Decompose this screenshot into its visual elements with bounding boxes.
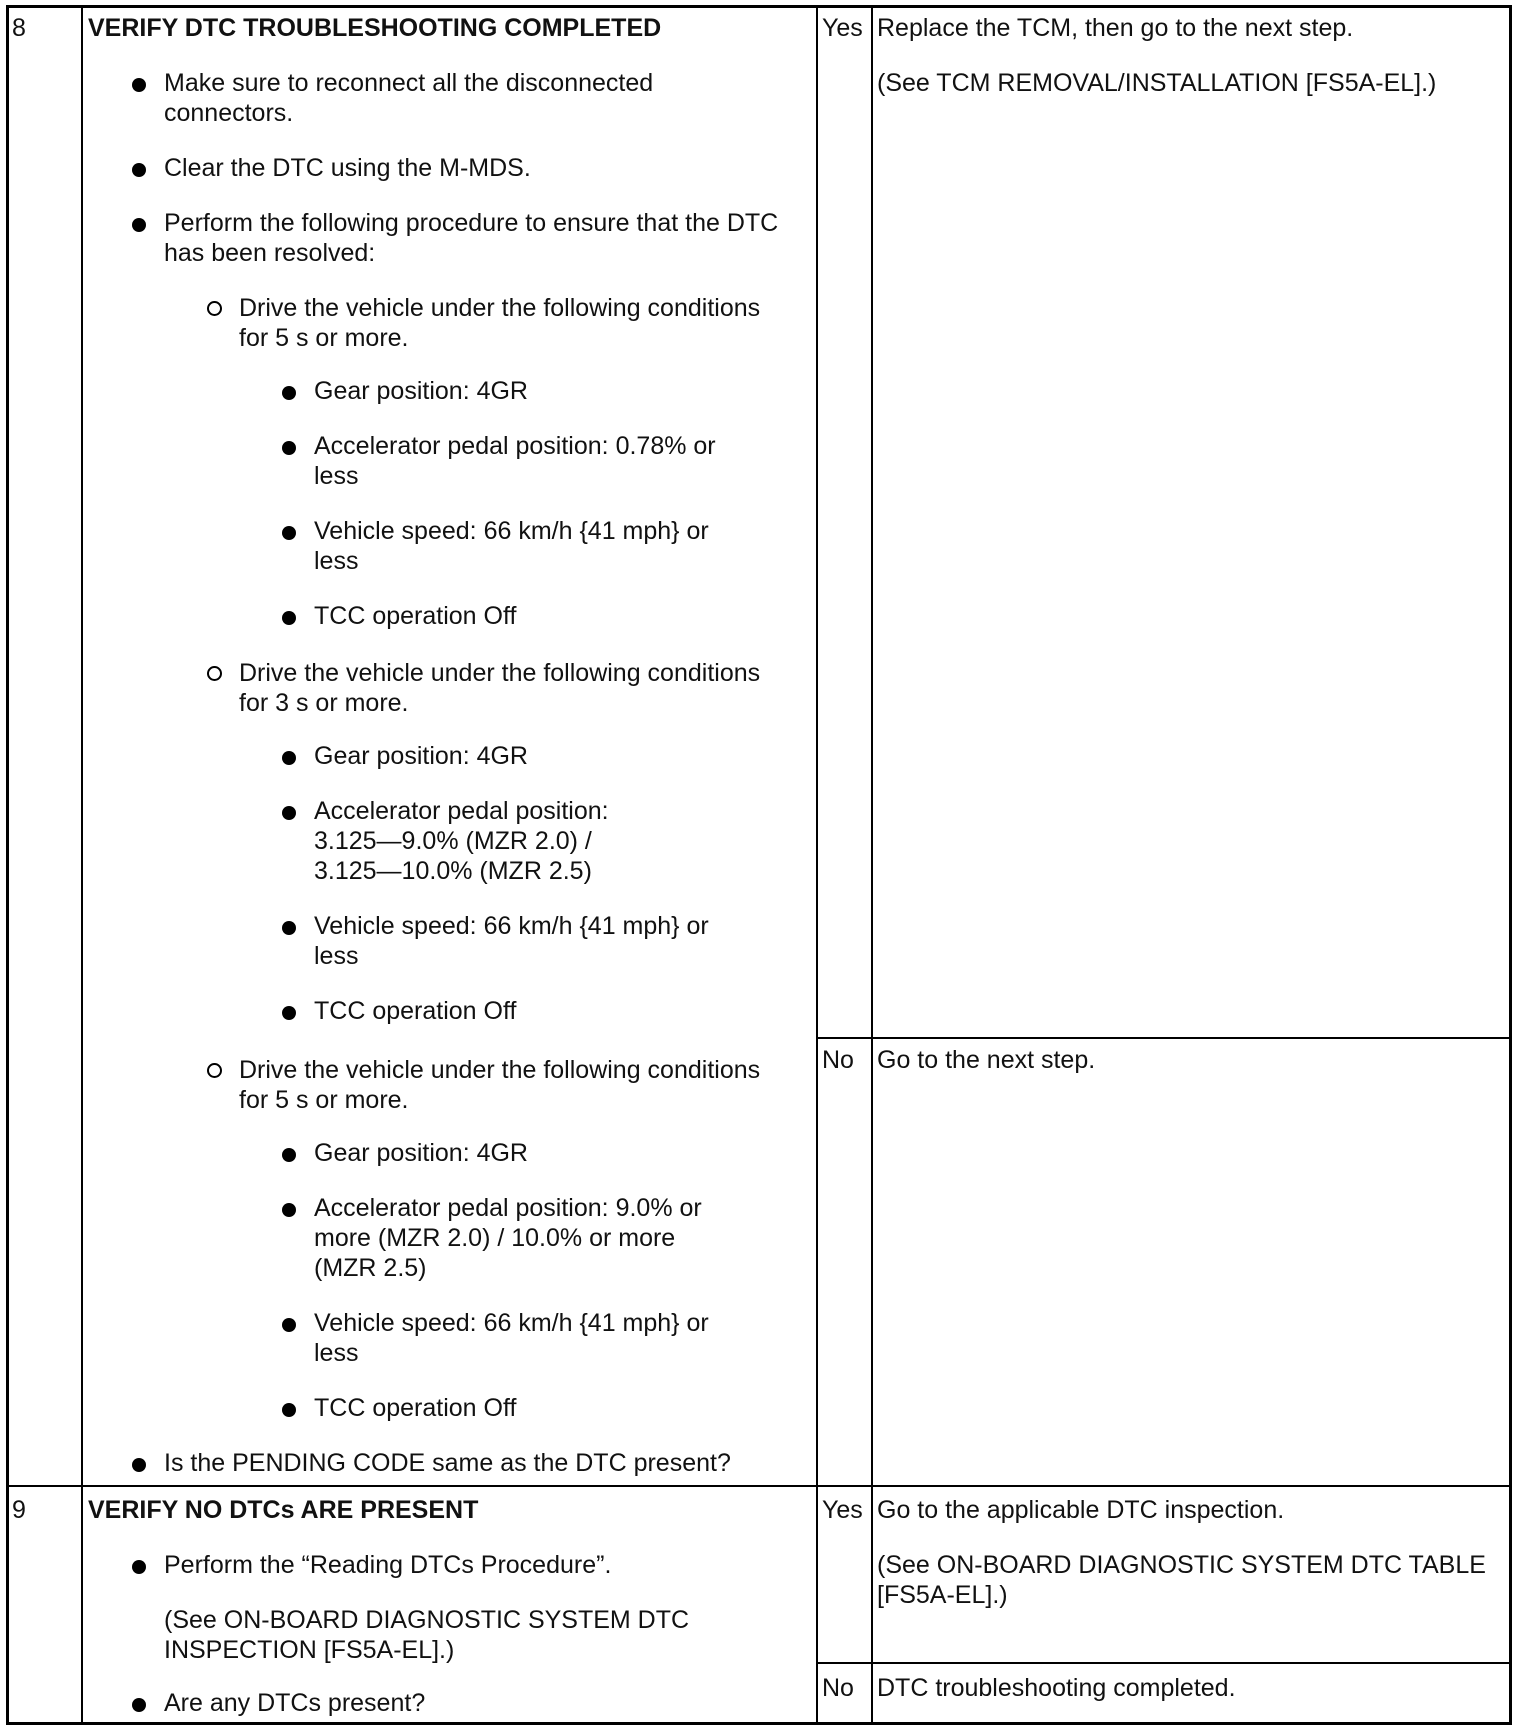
- list-item: TCC operation Off: [314, 1394, 517, 1422]
- column-divider-number: [81, 5, 83, 1725]
- bullet-icon: [132, 1560, 146, 1574]
- answer-yes: Yes: [822, 14, 863, 42]
- list-item: Perform the “Reading DTCs Procedure”.: [164, 1551, 612, 1579]
- reference-note: (See ON-BOARD DIAGNOSTIC SYSTEM DTC INSPECTION [FS5A-EL].): [164, 1606, 690, 1664]
- list-item: Drive the vehicle under the following conditions for 3 s or more.: [239, 659, 761, 717]
- result-action: Go to the next step.: [877, 1046, 1096, 1074]
- bullet-icon: [132, 163, 146, 177]
- bullet-icon: [282, 751, 296, 765]
- list-item: TCC operation Off: [314, 602, 517, 630]
- row-divider-step-8-no: [816, 1037, 1512, 1039]
- answer-no: No: [822, 1046, 854, 1074]
- step-number: 8: [12, 14, 26, 42]
- sub-bullet-icon: [207, 666, 222, 681]
- bullet-icon: [282, 611, 296, 625]
- table-border-top: [6, 5, 1512, 8]
- list-item: Gear position: 4GR: [314, 377, 528, 405]
- bullet-icon: [132, 218, 146, 232]
- answer-yes: Yes: [822, 1496, 863, 1524]
- list-item: Drive the vehicle under the following conditions for 5 s or more.: [239, 294, 761, 352]
- bullet-icon: [132, 1698, 146, 1712]
- bullet-icon: [132, 78, 146, 92]
- bullet-icon: [282, 526, 296, 540]
- list-item: Perform the following procedure to ensure that the DTC has been resolved:: [164, 209, 779, 267]
- step-number: 9: [12, 1496, 26, 1524]
- bullet-icon: [282, 921, 296, 935]
- bullet-icon: [282, 1403, 296, 1417]
- result-action: Go to the applicable DTC inspection. (See ON-BOARD DIAGNOSTIC SYSTEM DTC TABLE [FS5A-EL].): [877, 1496, 1486, 1609]
- list-item: Accelerator pedal position: 9.0% or more (MZR 2.0) / 10.0% or more (MZR 2.5): [314, 1194, 702, 1282]
- sub-bullet-icon: [207, 301, 222, 316]
- bullet-icon: [282, 1203, 296, 1217]
- list-item: Vehicle speed: 66 km/h {41 mph} or less: [314, 517, 709, 575]
- row-divider-step-9: [6, 1485, 1512, 1487]
- list-item: TCC operation Off: [314, 997, 517, 1025]
- list-item: Clear the DTC using the M-MDS.: [164, 154, 531, 182]
- table-border-left: [6, 5, 9, 1725]
- list-item: Is the PENDING CODE same as the DTC present?: [164, 1449, 731, 1477]
- list-item: Vehicle speed: 66 km/h {41 mph} or less: [314, 912, 709, 970]
- bullet-icon: [132, 1458, 146, 1472]
- column-divider-step: [816, 5, 818, 1725]
- bullet-icon: [282, 1006, 296, 1020]
- column-divider-answer: [871, 5, 873, 1725]
- result-action: DTC troubleshooting completed.: [877, 1674, 1236, 1702]
- list-item: Make sure to reconnect all the disconnected connectors.: [164, 69, 654, 127]
- sub-bullet-icon: [207, 1063, 222, 1078]
- answer-no: No: [822, 1674, 854, 1702]
- bullet-icon: [282, 1148, 296, 1162]
- list-item: Vehicle speed: 66 km/h {41 mph} or less: [314, 1309, 709, 1367]
- table-border-right: [1509, 5, 1512, 1725]
- step-title: VERIFY DTC TROUBLESHOOTING COMPLETED: [88, 14, 662, 42]
- list-item: Gear position: 4GR: [314, 1139, 528, 1167]
- list-item: Accelerator pedal position: 0.78% or less: [314, 432, 716, 490]
- row-divider-step-9-no: [816, 1662, 1512, 1664]
- list-item: Gear position: 4GR: [314, 742, 528, 770]
- list-item: Accelerator pedal position: 3.125—9.0% (MZR 2.0) / 3.125—10.0% (MZR 2.5): [314, 797, 609, 885]
- list-item: Are any DTCs present?: [164, 1689, 426, 1717]
- bullet-icon: [282, 1318, 296, 1332]
- bullet-icon: [282, 386, 296, 400]
- table-border-bottom: [6, 1722, 1512, 1725]
- list-item: Drive the vehicle under the following conditions for 5 s or more.: [239, 1056, 761, 1114]
- bullet-icon: [282, 441, 296, 455]
- bullet-icon: [282, 806, 296, 820]
- result-action: Replace the TCM, then go to the next step. (See TCM REMOVAL/INSTALLATION [FS5A-EL].): [877, 14, 1437, 97]
- step-title: VERIFY NO DTCs ARE PRESENT: [88, 1496, 479, 1524]
